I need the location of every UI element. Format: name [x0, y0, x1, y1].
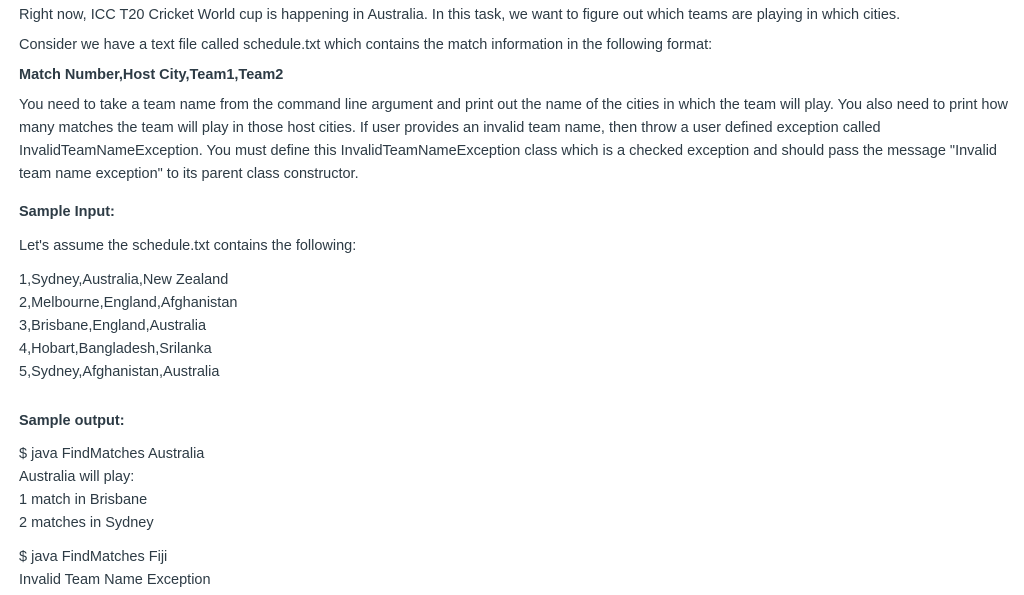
- output-line: 1 match in Brisbane: [19, 492, 148, 508]
- sample-output-heading: Sample output:: [19, 413, 125, 429]
- file-description-paragraph: Consider we have a text file called schedule.txt which contains the match information in the following format:: [19, 37, 713, 53]
- sample-output-valid-team: [19, 443, 204, 535]
- schedule-line: 2,Melbourne,England,Afghanistan: [19, 295, 238, 311]
- schedule-line: 4,Hobart,Bangladesh,Srilanka: [19, 341, 212, 357]
- output-line: Australia will play:: [19, 469, 135, 485]
- intro-paragraph: Right now, ICC T20 Cricket World cup is happening in Australia. In this task, we want to figure out which teams are playing in which cities.: [19, 7, 901, 23]
- format-line: Match Number,Host City,Team1,Team2: [19, 67, 284, 83]
- assume-paragraph: Let's assume the schedule.txt contains the following:: [19, 238, 357, 254]
- output-line: $ java FindMatches Australia: [19, 446, 205, 462]
- output-line: 2 matches in Sydney: [19, 515, 154, 531]
- task-paragraph: You need to take a team name from the command line argument and print out the name of the cities in which the team will play. You also need to print how many matches the team will play in those host cities. If user provides an invalid team name, then throw a user defined exception called InvalidTeamNameException. You must define this InvalidTeamNameException class which is a checked exception and should pass the message "Invalid team name exception" to its parent class constructor.: [19, 97, 1009, 182]
- schedule-line: 1,Sydney,Australia,New Zealand: [19, 272, 229, 288]
- schedule-file-contents: [19, 269, 237, 384]
- sample-output-invalid-team: [19, 546, 211, 592]
- schedule-line: 5,Sydney,Afghanistan,Australia: [19, 364, 220, 380]
- schedule-line: 3,Brisbane,England,Australia: [19, 318, 207, 334]
- output-line: $ java FindMatches Fiji: [19, 549, 168, 565]
- sample-input-heading: Sample Input:: [19, 204, 115, 220]
- output-line: Invalid Team Name Exception: [19, 572, 211, 588]
